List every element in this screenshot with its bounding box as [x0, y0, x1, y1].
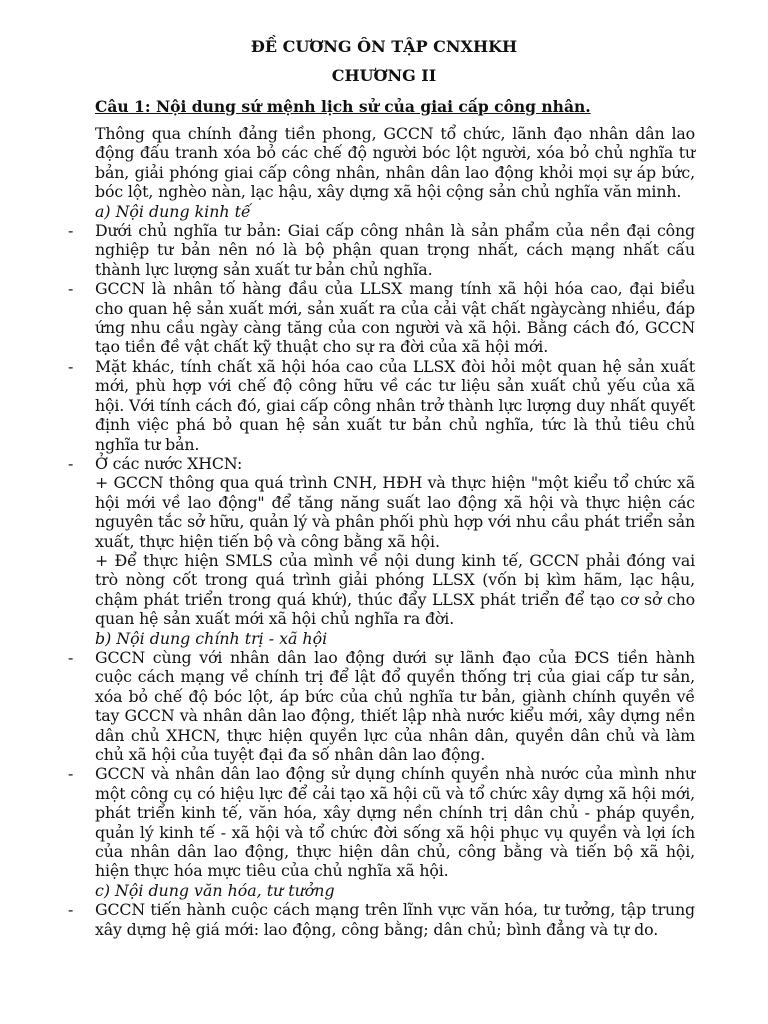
section-c-heading: c) Nội dung văn hóa, tư tưởng [95, 880, 335, 900]
plus-item: + Để thực hiện SMLS của mình về nội dung kinh tế, GCCN phải đóng vai trò nòng cốt trong quá trình giải phóng LLSX (vốn bị kìm hãm, lạc hậu, chậm phát triển trong quá khứ), thúc đẩy LLSX phát triển để tạo cơ sở cho quan hệ sản xuất mới xã hội chủ nghĩa ra đời. [95, 550, 695, 629]
bullet-item [68, 279, 695, 357]
section-b-heading: b) Nội dung chính trị - xã hội [95, 628, 328, 648]
bullet-text: GCCN là nhân tố hàng đầu của LLSX mang tính xã hội hóa cao, đại biểu cho quan hệ sản xuất mới, sản xuất ra của cải vật chất ngàycàng nhiều, đáp ứng nhu cầu ngày càng tăng của con người và xã hội. Bằng cách đó, GCCN tạo tiền đề vật chất kỹ thuật cho sự ra đời của xã hội mới. [95, 279, 695, 357]
section-a-heading: a) Nội dung kinh tế [95, 201, 251, 221]
intro-paragraph: Thông qua chính đảng tiền phong, GCCN tổ chức, lãnh đạo nhân dân lao động đấu tranh xóa bỏ các chế độ người bóc lột người, xóa bỏ chủ nghĩa tư bản, giải phóng giai cấp công nhân, nhân dân lao động khỏi mọi sự áp bức, bóc lột, nghèo nàn, lạc hậu, xây dựng xã hội cộng sản chủ nghĩa văn minh. [95, 124, 695, 202]
bullet-item [68, 221, 695, 279]
bullet-text: GCCN tiến hành cuộc cách mạng trên lĩnh vực văn hóa, tư tưởng, tập trung xây dựng hệ giá mới: lao động, công bằng; dân chủ; bình đẳng và tự do. [95, 900, 695, 939]
bullet-item [68, 453, 695, 473]
bullet-dash: - [68, 764, 74, 784]
bullet-text: GCCN cùng với nhân dân lao động dưới sự lãnh đạo của ĐCS tiền hành cuộc cách mạng về chính trị để lật đổ quyền thống trị của giai cấp tư sản, xóa bỏ chế độ bóc lột, áp bức của chủ nghĩa tư bản, giành chính quyền về tay GCCN và nhân dân lao động, thiết lập nhà nước kiểu mới, xây dựng nền dân chủ XHCN, thực hiện quyền lực của nhân dân, quyền dân chủ và làm chủ xã hội của tuyệt đại đa số nhân dân lao động. [95, 647, 695, 764]
bullet-item [68, 764, 695, 881]
bullet-dash: - [68, 647, 74, 667]
bullet-dash: - [68, 356, 74, 376]
bullet-dash: - [68, 453, 74, 473]
bullet-text: GCCN và nhân dân lao động sử dụng chính quyền nhà nước của mình như một công cụ có hiệu lực để cải tạo xã hội cũ và tổ chức xây dựng xã hội mới, phát triển kinh tế, văn hóa, xây dựng nền chính trị dân chủ - pháp quyền, quản lý kinh tế - xã hội và tổ chức đời sống xã hội phục vụ quyền và lợi ích của nhân dân lao động, thực hiện dân chủ, công bằng và tiến bộ xã hội, hiện thực hóa mực tiêu của chủ nghĩa xã hội. [95, 764, 695, 881]
bullet-text: Ở các nước XHCN: [95, 453, 243, 473]
bullet-text: Mặt khác, tính chất xã hội hóa cao của LLSX đòi hỏi một quan hệ sản xuất mới, phù hợp với chế độ công hữu về các tư liệu sản xuất chủ yếu của xã hội. Với tính cách đó, giai cấp công nhân trở thành lực lượng duy nhất quyết định việc phá bỏ quan hệ sản xuất tư bản chủ nghĩa, tức là thủ tiêu chủ nghĩa tư bản. [95, 356, 695, 454]
question-heading: Câu 1: Nội dung sứ mệnh lịch sử của giai cấp công nhân. [95, 97, 591, 116]
bullet-dash: - [68, 900, 74, 920]
bullet-text: Dưới chủ nghĩa tư bản: Giai cấp công nhân là sản phẩm của nền đại công nghiệp tư bản nên nó là bộ phận quan trọng nhất, cách mạng nhất cấu thành lực lượng sản xuất tư bản chủ nghĩa. [95, 221, 695, 279]
bullet-dash: - [68, 279, 74, 299]
chapter-title: CHƯƠNG II [331, 66, 437, 85]
document-body [0, 124, 768, 939]
bullet-dash: - [68, 221, 74, 241]
bullet-item [68, 647, 695, 764]
bullet-item [68, 356, 695, 454]
bullet-item [68, 900, 695, 939]
document-title: ĐỀ CƯƠNG ÔN TẬP CNXHKH [250, 37, 518, 56]
plus-item: + GCCN thông qua quá trình CNH, HĐH và thực hiện "một kiểu tổ chức xã hội mới về lao động" để tăng năng suất lao động xã hội và thực hiện các nguyên tắc sở hữu, quản lý và phân phối phù hợp với nhu cầu phát triển sản xuất, thực hiện tiến bộ và công bằng xã hội. [95, 473, 695, 551]
